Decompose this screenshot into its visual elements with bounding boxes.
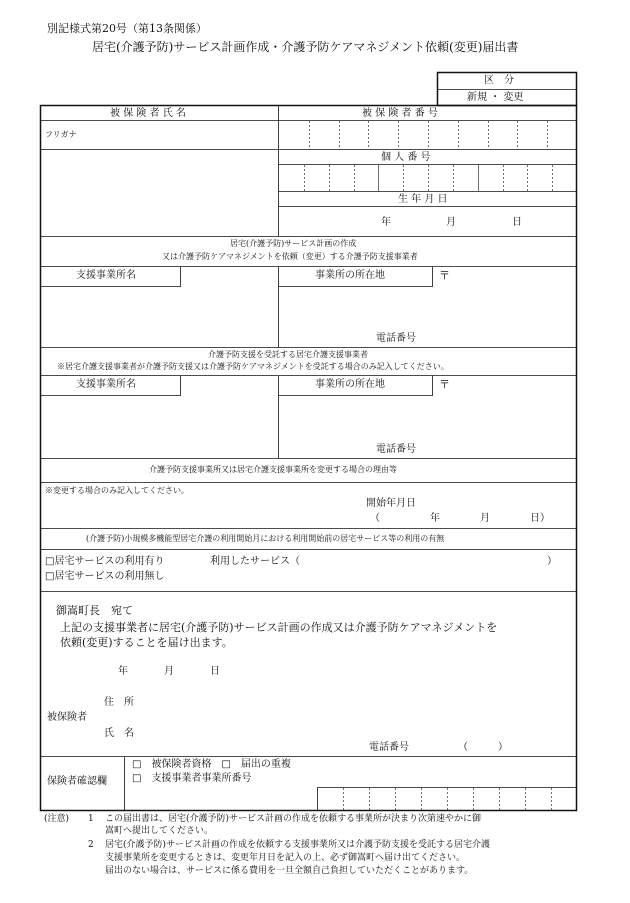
note2-line1: 居宅(介護予防)サービス計画の作成を依頼する支援事業所又は介護予防支援を受託する居宅介護 (105, 840, 491, 850)
form-title: 居宅(介護予防)サービス計画作成・介護予防ケアマネジメント依頼(変更)届出書 (92, 40, 519, 54)
decl-month-unit: 月 (164, 666, 174, 677)
personal-number-label: 個 人 番 号 (381, 152, 431, 163)
used-service-label: 利用したサービス（ (210, 556, 300, 567)
applicant-name-label: 氏 名 (104, 728, 134, 739)
insured-name-field[interactable] (42, 150, 277, 235)
declaration-body-line1: 上記の支援事業者に居宅(介護予防)サービス計画の作成又は介護予防ケアマネジメントを (60, 621, 498, 634)
note2-number: 2 (88, 840, 94, 850)
service-not-used-checkbox[interactable]: □居宅サービスの利用無し (45, 571, 165, 582)
furigana-label: フリガナ (45, 130, 77, 139)
provider2-section-line2: ※居宅介護支援事業者が介護予防支援又は介護予防ケアマネジメントを受託する場合のみ記入してください。 (57, 362, 449, 371)
start-date-label: 開始年月日 (366, 498, 416, 509)
birth-day-unit: 日 (512, 217, 522, 228)
used-service-close: ） (547, 556, 557, 567)
form-number: 別記様式第20号（第13条関係） (47, 22, 207, 35)
start-date-line[interactable]: （ 年 月 日） (370, 513, 550, 524)
provider2-phone-label: 電話番号 (376, 444, 416, 455)
decl-year-unit: 年 (118, 666, 128, 677)
declaration-body-line2: 依頼(変更)することを届け出ます。 (60, 636, 233, 649)
birth-month-unit: 月 (446, 217, 456, 228)
birth-date-label: 生 年 月 日 (398, 194, 448, 205)
confirm-item1[interactable]: □ 被保険者資格 □ 届出の重複 (132, 759, 291, 770)
provider1-phone-label: 電話番号 (376, 333, 416, 344)
change-note: ※変更する場合のみ記入してください。 (45, 486, 189, 495)
classification-value[interactable]: 新規 ・ 変更 (467, 92, 524, 103)
provider1-postal-mark: 〒 (439, 269, 450, 282)
classification-label: 区 分 (484, 75, 514, 86)
applicant-phone-field[interactable]: （ ） (458, 742, 508, 753)
notes-head: (注意) (44, 814, 70, 824)
confirm-item2[interactable]: □ 支援事業者事業所番号 (132, 773, 252, 784)
note1-number: 1 (88, 814, 94, 824)
note2-line3: 届出のない場合は、サービスに係る費用を一旦全額自己負担していただくことがあります。 (105, 866, 474, 876)
multi-section-title: (介護予防)小規模多機能型居宅介護の利用開始月における利用開始前の居宅サービス等の利用の有無 (86, 534, 445, 543)
provider2-name-label: 支援事業所名 (76, 379, 136, 390)
change-section-title: 介護予防支援事業所又は居宅介護支援事業所を変更する場合の理由等 (149, 465, 397, 474)
insured-name-label: 被 保 険 者 氏 名 (110, 108, 186, 119)
birth-year-unit: 年 (381, 217, 391, 228)
applicant-insured-label: 被保険者 (47, 712, 87, 723)
provider1-name-label: 支援事業所名 (76, 270, 136, 281)
applicant-address-label: 住 所 (104, 697, 134, 708)
service-used-checkbox[interactable]: □居宅サービスの利用有り (45, 556, 165, 567)
provider2-section-line1: 介護予防支援を受託する居宅介護支援事業者 (208, 350, 368, 359)
provider2-postal-mark: 〒 (439, 378, 450, 391)
applicant-phone-label: 電話番号 (369, 742, 409, 753)
note1-line2: 嵩町へ提出してください。 (105, 826, 214, 836)
insured-number-label: 被 保 険 者 番 号 (362, 108, 438, 119)
decl-day-unit: 日 (210, 666, 220, 677)
provider2-address-label: 事業所の所在地 (315, 379, 385, 390)
note2-line2: 支援事業所を変更するときは、変更年月日を記入の上、必ず御嵩町へ届け出てください。 (105, 853, 466, 863)
provider1-address-label: 事業所の所在地 (315, 270, 385, 281)
provider1-section-line1: 居宅(介護予防)サービス計画の作成 (230, 239, 357, 248)
addressee: 御嵩町長 宛て (56, 604, 133, 617)
provider1-section-line2: 又は介護予防ケアマネジメントを依頼（変更）する介護予防支援事業者 (162, 252, 418, 261)
note1-line1: この届出書は、居宅(介護予防)サービス計画の作成を依頼する事業所が決まり次第速やかに御 (105, 814, 482, 824)
confirm-label: 保険者確認欄 (47, 776, 107, 787)
